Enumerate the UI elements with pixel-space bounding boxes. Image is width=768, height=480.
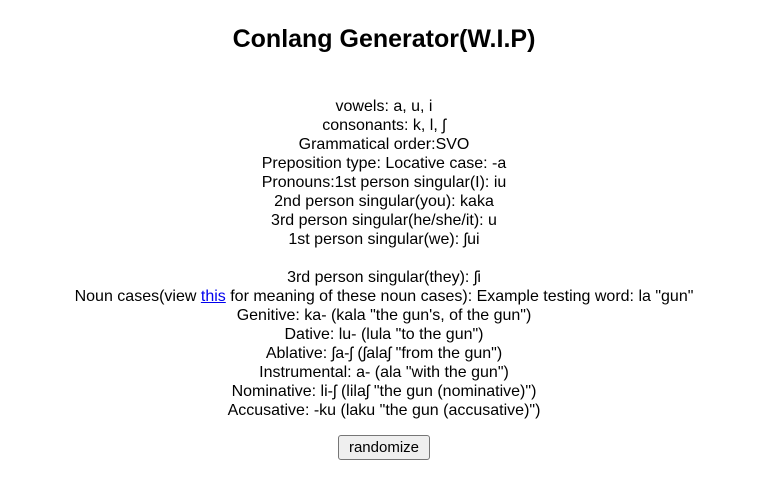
- blank-line: [0, 249, 768, 268]
- accusative-case-line: Accusative: -ku (laku "the gun (accusative)"): [227, 402, 541, 419]
- pronoun-1pl-line: 1st person singular(we): ʃui: [288, 231, 480, 248]
- grammatical-order-line: Grammatical order:SVO: [298, 136, 470, 153]
- page-title: Conlang Generator(W.I.P): [232, 25, 536, 53]
- consonants-line: consonants: k, l, ʃ: [322, 117, 446, 134]
- pronoun-3sg-line: 3rd person singular(he/she/it): u: [271, 212, 497, 229]
- pronoun-1sg-line: Pronouns:1st person singular(I): iu: [261, 174, 507, 191]
- dative-case-line: Dative: lu- (lula "to the gun"): [284, 326, 484, 343]
- preposition-type-line: Preposition type: Locative case: -a: [261, 155, 507, 172]
- ablative-case-line: Ablative: ʃa-ʃ (ʃalaʃ "from the gun"): [265, 345, 503, 362]
- instrumental-case-line: Instrumental: a- (ala "with the gun"): [259, 364, 509, 381]
- noun-cases-intro-before: Noun cases(view: [74, 288, 201, 305]
- randomize-button[interactable]: randomize: [338, 435, 430, 460]
- pronoun-2sg-line: 2nd person singular(you): kaka: [274, 193, 494, 210]
- vowels-line: vowels: a, u, i: [335, 98, 433, 115]
- noun-cases-intro-after: for meaning of these noun cases): Example testing word: la "gun": [225, 288, 694, 305]
- pronoun-3pl-line: 3rd person singular(they): ʃi: [287, 269, 481, 286]
- button-row: [0, 435, 768, 460]
- nominative-case-line: Nominative: li-ʃ (lilaʃ "the gun (nominative)"): [231, 383, 537, 400]
- noun-cases-meaning-link[interactable]: this: [200, 288, 226, 305]
- conlang-output: [0, 97, 768, 420]
- genitive-case-line: Genitive: ka- (kala "the gun's, of the gun"): [236, 307, 532, 324]
- noun-cases-heading: [0, 287, 768, 306]
